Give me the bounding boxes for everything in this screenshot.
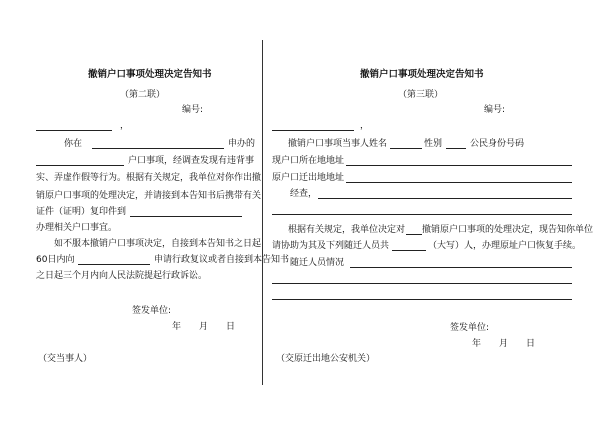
left-you-at: 你在	[64, 139, 83, 149]
right-coop-a: 请协助为其及下列随迁人员共	[272, 241, 390, 251]
right-comma: ，	[360, 121, 370, 131]
right-orig-addr-line[interactable]	[346, 182, 572, 183]
right-recipient-line[interactable]	[272, 130, 354, 131]
right-name-label: 撤销户口事项当事人姓名	[288, 139, 388, 149]
right-verified-label: 经查，	[290, 189, 318, 199]
left-comma: ，	[120, 121, 130, 131]
right-reg-addr-line[interactable]	[346, 165, 572, 166]
right-issuer: 签发单位:	[450, 323, 490, 333]
left-review-org-line[interactable]	[78, 264, 150, 265]
right-gender-line[interactable]	[446, 148, 466, 149]
column-divider	[262, 40, 263, 385]
left-line10: 之日起三个月内向人民法院提起行政诉讼。	[36, 271, 208, 281]
right-date: 年 月 日	[472, 339, 536, 349]
right-coop-b: （大写）人，办理原址户口恢复手续。	[428, 241, 582, 251]
right-number-label: 编号:	[484, 105, 506, 115]
right-orig-addr-label: 原户口迁出地地址	[272, 173, 345, 183]
left-matter-line[interactable]	[36, 165, 124, 166]
right-name-line[interactable]	[390, 148, 422, 149]
left-line7: 办理相关户口事宜。	[36, 223, 118, 233]
left-line3: 户口事项，经调查发现有违背事	[128, 156, 255, 166]
left-line8: 如不服本撤销户口事项决定，自接到本告知书之日起	[54, 239, 262, 249]
right-decision-a: 根据有关规定，我单位决定对	[288, 225, 406, 235]
right-count-line[interactable]	[392, 250, 426, 251]
left-footer: （交当事人）	[38, 354, 93, 364]
left-date: 年 月 日	[172, 322, 236, 332]
left-number-label: 编号:	[182, 105, 204, 115]
right-copy-label: （第三联）	[398, 90, 444, 100]
left-recipient-line[interactable]	[36, 130, 112, 131]
left-title: 撤销户口事项处理决定告知书	[88, 69, 212, 80]
right-verified-line-2[interactable]	[272, 214, 572, 215]
right-title: 撤销户口事项处理决定告知书	[360, 69, 484, 80]
right-accompany-line-2[interactable]	[272, 283, 572, 284]
left-line9a: 60日内向	[36, 255, 75, 265]
left-location-line[interactable]	[92, 148, 224, 149]
right-gender-label: 性别	[424, 139, 443, 149]
right-footer: （交原迁出地公安机关）	[276, 354, 376, 364]
right-id-label: 公民身份号码	[470, 139, 525, 149]
right-decision-b: 撤销原户口事项的处理决定，现告知你单位	[422, 225, 594, 235]
left-office-line[interactable]	[130, 216, 242, 217]
right-accompany-line-1[interactable]	[350, 267, 572, 268]
left-line4: 实、弄虚作假等行为。根据有关规定，我单位对你作出撤	[36, 173, 262, 183]
right-reg-addr-label: 现户口所在地地址	[272, 156, 345, 166]
right-accompany-line-3[interactable]	[272, 299, 572, 300]
left-issuer: 签发单位:	[132, 306, 172, 316]
left-shenban: 申办的	[228, 139, 256, 149]
left-line5: 销原户口事项的处理决定，并请接到本告知书后携带有关	[36, 191, 262, 201]
right-accompany-label: 随迁人员情况	[290, 258, 345, 268]
right-verified-line-1[interactable]	[318, 198, 572, 199]
left-copy-label: （第二联）	[120, 90, 166, 100]
left-line6: 证件（证明）复印件到	[36, 207, 127, 217]
right-decision-name-line[interactable]	[406, 234, 422, 235]
left-line9b: 申请行政复议或者自接到本告知书	[154, 255, 290, 265]
